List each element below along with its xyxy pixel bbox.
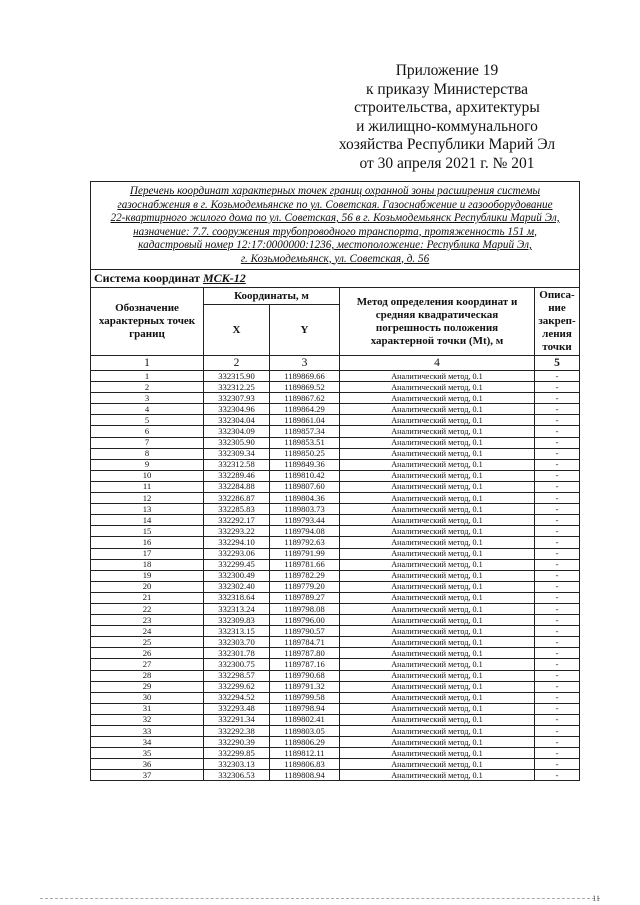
fix-description: - (535, 615, 580, 626)
method: Аналитический метод, 0.1 (340, 481, 535, 492)
title-line: кадастровый номер 12:17:0000000:1236, местоположение: Республика Марий Эл, (138, 239, 532, 251)
header-fix: Описа-ние закреп-ления точки (535, 288, 580, 356)
method: Аналитический метод, 0.1 (340, 382, 535, 393)
point-number: 34 (91, 737, 204, 748)
coord-y: 1189790.57 (270, 626, 340, 637)
method: Аналитический метод, 0.1 (340, 559, 535, 570)
coord-x: 332298.57 (204, 670, 270, 681)
header-y: Y (270, 305, 340, 356)
point-number: 7 (91, 437, 204, 448)
table-row (91, 615, 580, 626)
point-number: 32 (91, 714, 204, 725)
page-bottom-divider (40, 898, 600, 899)
table-row (91, 559, 580, 570)
coordinates-table (90, 181, 580, 781)
fix-description: - (535, 681, 580, 692)
fix-description: - (535, 670, 580, 681)
table-row (91, 659, 580, 670)
method: Аналитический метод, 0.1 (340, 659, 535, 670)
appendix-line: к приказу Министерства (366, 80, 528, 98)
appendix-line: Приложение 19 (395, 62, 499, 79)
table-row (91, 404, 580, 415)
coordinate-system-value: МСК-12 (202, 271, 246, 285)
fix-description: - (535, 637, 580, 648)
fix-description: - (535, 404, 580, 415)
point-number: 33 (91, 726, 204, 737)
fix-description: - (535, 481, 580, 492)
coord-x: 332315.90 (204, 371, 270, 382)
point-number: 2 (91, 382, 204, 393)
point-number: 1 (91, 371, 204, 382)
table-row (91, 726, 580, 737)
method: Аналитический метод, 0.1 (340, 371, 535, 382)
coord-x: 332313.24 (204, 603, 270, 614)
table-row (91, 437, 580, 448)
coord-x: 332318.64 (204, 592, 270, 603)
coord-y: 1189782.29 (270, 570, 340, 581)
table-row (91, 570, 580, 581)
title-line: газоснабжения в г. Козьмодемьянске по ул. Советская. Газоснабжение и газооборудование (117, 198, 553, 211)
coord-x: 332293.06 (204, 548, 270, 559)
point-number: 12 (91, 493, 204, 504)
coord-y: 1189853.51 (270, 437, 340, 448)
point-number: 10 (91, 470, 204, 481)
fix-description: - (535, 548, 580, 559)
table-row (91, 648, 580, 659)
method: Аналитический метод, 0.1 (340, 770, 535, 781)
point-number: 11 (91, 481, 204, 492)
coord-y: 1189784.71 (270, 637, 340, 648)
table-row (91, 681, 580, 692)
point-number: 23 (91, 615, 204, 626)
coord-x: 332300.49 (204, 570, 270, 581)
point-number: 9 (91, 459, 204, 470)
table-row (91, 670, 580, 681)
coord-y: 1189787.80 (270, 648, 340, 659)
method: Аналитический метод, 0.1 (340, 448, 535, 459)
coord-y: 1189812.11 (270, 748, 340, 759)
fix-description: - (535, 581, 580, 592)
column-number: 2 (204, 356, 270, 371)
method: Аналитический метод, 0.1 (340, 404, 535, 415)
method: Аналитический метод, 0.1 (340, 726, 535, 737)
header-method: Метод определения координат и средняя квадратическая погрешность положения характерной точки (Mt), м (340, 288, 535, 356)
table-row (91, 537, 580, 548)
coord-y: 1189869.52 (270, 382, 340, 393)
point-number: 8 (91, 448, 204, 459)
coord-x: 332307.93 (204, 393, 270, 404)
coord-y: 1189806.29 (270, 737, 340, 748)
coord-x: 332294.10 (204, 537, 270, 548)
coord-y: 1189796.00 (270, 615, 340, 626)
appendix-line: и жилищно-коммунального (356, 117, 538, 135)
coord-y: 1189857.34 (270, 426, 340, 437)
coord-x: 332284.88 (204, 481, 270, 492)
coord-x: 332304.09 (204, 426, 270, 437)
title-line: назначение: 7.7. сооружения трубопроводного транспорта, протяженность 151 м, (133, 225, 537, 238)
table-row (91, 526, 580, 537)
coord-x: 332299.45 (204, 559, 270, 570)
table-row (91, 626, 580, 637)
fix-description: - (535, 437, 580, 448)
coord-x: 332303.70 (204, 637, 270, 648)
point-number: 29 (91, 681, 204, 692)
fix-description: - (535, 515, 580, 526)
table-row (91, 703, 580, 714)
table-row (91, 581, 580, 592)
point-number: 6 (91, 426, 204, 437)
table-row (91, 382, 580, 393)
table-row (91, 592, 580, 603)
coord-x: 332313.15 (204, 626, 270, 637)
fix-description: - (535, 426, 580, 437)
coord-x: 332303.13 (204, 759, 270, 770)
coord-x: 332293.48 (204, 703, 270, 714)
coord-x: 332294.52 (204, 692, 270, 703)
column-number: 3 (270, 356, 340, 371)
table-row (91, 759, 580, 770)
table-row (91, 448, 580, 459)
fix-description: - (535, 393, 580, 404)
coord-x: 332292.17 (204, 515, 270, 526)
coord-x: 332309.83 (204, 615, 270, 626)
coord-y: 1189861.04 (270, 415, 340, 426)
point-number: 13 (91, 504, 204, 515)
appendix-line: строительства, архитектуры (354, 99, 540, 117)
title-line: 22-квартирного жилого дома по ул. Советская, 56 в г. Козьмодемьянск Республики Марий Эл, (110, 212, 560, 224)
header-point: Обозначение характерных точек границ (91, 288, 204, 356)
fix-description: - (535, 626, 580, 637)
point-number: 17 (91, 548, 204, 559)
coord-y: 1189867.62 (270, 393, 340, 404)
point-number: 35 (91, 748, 204, 759)
coord-y: 1189793.44 (270, 515, 340, 526)
coord-x: 332292.38 (204, 726, 270, 737)
point-number: 36 (91, 759, 204, 770)
table-row (91, 393, 580, 404)
coord-y: 1189790.68 (270, 670, 340, 681)
coord-y: 1189864.29 (270, 404, 340, 415)
fix-description: - (535, 703, 580, 714)
coord-y: 1189799.58 (270, 692, 340, 703)
coord-x: 332302.40 (204, 581, 270, 592)
fix-description: - (535, 659, 580, 670)
method: Аналитический метод, 0.1 (340, 426, 535, 437)
fix-description: - (535, 570, 580, 581)
coord-y: 1189779.20 (270, 581, 340, 592)
point-number: 3 (91, 393, 204, 404)
method: Аналитический метод, 0.1 (340, 504, 535, 515)
point-number: 4 (91, 404, 204, 415)
coord-x: 332293.22 (204, 526, 270, 537)
fix-description: - (535, 559, 580, 570)
point-number: 20 (91, 581, 204, 592)
column-number: 1 (91, 356, 204, 371)
method: Аналитический метод, 0.1 (340, 603, 535, 614)
coord-x: 332309.34 (204, 448, 270, 459)
table-body (91, 371, 580, 781)
point-number: 5 (91, 415, 204, 426)
method: Аналитический метод, 0.1 (340, 437, 535, 448)
title-line: Перечень координат характерных точек границ охранной зоны расширения системы (129, 185, 541, 197)
table-row (91, 748, 580, 759)
header-coords: Координаты, м (204, 288, 340, 305)
method: Аналитический метод, 0.1 (340, 493, 535, 504)
table-row (91, 481, 580, 492)
column-number: 5 (535, 356, 580, 371)
point-number: 37 (91, 770, 204, 781)
method: Аналитический метод, 0.1 (340, 737, 535, 748)
point-number: 22 (91, 603, 204, 614)
header-x: X (204, 305, 270, 356)
point-number: 30 (91, 692, 204, 703)
method: Аналитический метод, 0.1 (340, 692, 535, 703)
table-row (91, 459, 580, 470)
method: Аналитический метод, 0.1 (340, 537, 535, 548)
method: Аналитический метод, 0.1 (340, 681, 535, 692)
fix-description: - (535, 692, 580, 703)
coord-x: 332306.53 (204, 770, 270, 781)
method: Аналитический метод, 0.1 (340, 393, 535, 404)
coord-x: 332304.96 (204, 404, 270, 415)
fix-description: - (535, 770, 580, 781)
coord-x: 332301.78 (204, 648, 270, 659)
fix-description: - (535, 448, 580, 459)
point-number: 26 (91, 648, 204, 659)
table-row (91, 493, 580, 504)
appendix-line: от 30 апреля 2021 г. № 201 (359, 154, 535, 172)
coord-x: 332312.58 (204, 459, 270, 470)
coord-x: 332300.75 (204, 659, 270, 670)
method: Аналитический метод, 0.1 (340, 714, 535, 725)
page-number: 11 (592, 894, 600, 903)
point-number: 25 (91, 637, 204, 648)
point-number: 16 (91, 537, 204, 548)
coord-y: 1189781.66 (270, 559, 340, 570)
method: Аналитический метод, 0.1 (340, 470, 535, 481)
table-row (91, 504, 580, 515)
table-title (91, 182, 580, 270)
fix-description: - (535, 526, 580, 537)
coord-x: 332291.34 (204, 714, 270, 725)
table-row (91, 426, 580, 437)
method: Аналитический метод, 0.1 (340, 648, 535, 659)
coord-x: 332299.62 (204, 681, 270, 692)
method: Аналитический метод, 0.1 (340, 637, 535, 648)
table-row (91, 770, 580, 781)
fix-description: - (535, 415, 580, 426)
fix-description: - (535, 603, 580, 614)
fix-description: - (535, 470, 580, 481)
coord-x: 332290.39 (204, 737, 270, 748)
method: Аналитический метод, 0.1 (340, 759, 535, 770)
table-row (91, 637, 580, 648)
coord-y: 1189802.41 (270, 714, 340, 725)
coord-y: 1189803.73 (270, 504, 340, 515)
coord-y: 1189807.60 (270, 481, 340, 492)
coord-y: 1189798.94 (270, 703, 340, 714)
appendix-line: хозяйства Республики Марий Эл (338, 136, 556, 154)
coord-y: 1189791.99 (270, 548, 340, 559)
point-number: 28 (91, 670, 204, 681)
point-number: 19 (91, 570, 204, 581)
coord-y: 1189808.94 (270, 770, 340, 781)
coord-y: 1189810.42 (270, 470, 340, 481)
point-number: 15 (91, 526, 204, 537)
appendix-header (312, 62, 582, 174)
coord-y: 1189850.25 (270, 448, 340, 459)
method: Аналитический метод, 0.1 (340, 748, 535, 759)
point-number: 31 (91, 703, 204, 714)
coord-x: 332304.04 (204, 415, 270, 426)
column-number: 4 (340, 356, 535, 371)
coord-y: 1189787.16 (270, 659, 340, 670)
method: Аналитический метод, 0.1 (340, 592, 535, 603)
fix-description: - (535, 759, 580, 770)
point-number: 18 (91, 559, 204, 570)
coord-y: 1189792.63 (270, 537, 340, 548)
point-number: 24 (91, 626, 204, 637)
table-row (91, 371, 580, 382)
table-row (91, 692, 580, 703)
fix-description: - (535, 648, 580, 659)
coord-y: 1189869.66 (270, 371, 340, 382)
coord-y: 1189794.08 (270, 526, 340, 537)
coord-x: 332286.87 (204, 493, 270, 504)
coordinate-system-label: Система координат (94, 271, 200, 285)
coord-y: 1189804.36 (270, 493, 340, 504)
method: Аналитический метод, 0.1 (340, 670, 535, 681)
table-row (91, 548, 580, 559)
fix-description: - (535, 459, 580, 470)
fix-description: - (535, 382, 580, 393)
coord-y: 1189789.27 (270, 592, 340, 603)
coordinate-system (91, 270, 580, 288)
coord-x: 332299.85 (204, 748, 270, 759)
title-line: г. Козьмодемьянск, ул. Советская, д. 56 (240, 252, 430, 265)
point-number: 14 (91, 515, 204, 526)
fix-description: - (535, 726, 580, 737)
table-row (91, 714, 580, 725)
method: Аналитический метод, 0.1 (340, 703, 535, 714)
point-number: 21 (91, 592, 204, 603)
coord-y: 1189849.36 (270, 459, 340, 470)
fix-description: - (535, 737, 580, 748)
coord-y: 1189803.05 (270, 726, 340, 737)
coord-x: 332312.25 (204, 382, 270, 393)
fix-description: - (535, 714, 580, 725)
fix-description: - (535, 748, 580, 759)
fix-description: - (535, 493, 580, 504)
coord-x: 332305.90 (204, 437, 270, 448)
method: Аналитический метод, 0.1 (340, 548, 535, 559)
coord-y: 1189791.32 (270, 681, 340, 692)
fix-description: - (535, 537, 580, 548)
point-number: 27 (91, 659, 204, 670)
method: Аналитический метод, 0.1 (340, 526, 535, 537)
method: Аналитический метод, 0.1 (340, 415, 535, 426)
coord-y: 1189798.08 (270, 603, 340, 614)
table-row (91, 470, 580, 481)
table-row (91, 603, 580, 614)
method: Аналитический метод, 0.1 (340, 581, 535, 592)
method: Аналитический метод, 0.1 (340, 626, 535, 637)
fix-description: - (535, 504, 580, 515)
method: Аналитический метод, 0.1 (340, 459, 535, 470)
table-row (91, 415, 580, 426)
fix-description: - (535, 592, 580, 603)
method: Аналитический метод, 0.1 (340, 615, 535, 626)
coord-y: 1189806.83 (270, 759, 340, 770)
coord-x: 332289.46 (204, 470, 270, 481)
method: Аналитический метод, 0.1 (340, 515, 535, 526)
method: Аналитический метод, 0.1 (340, 570, 535, 581)
fix-description: - (535, 371, 580, 382)
coord-x: 332285.83 (204, 504, 270, 515)
table-row (91, 515, 580, 526)
table-row (91, 737, 580, 748)
